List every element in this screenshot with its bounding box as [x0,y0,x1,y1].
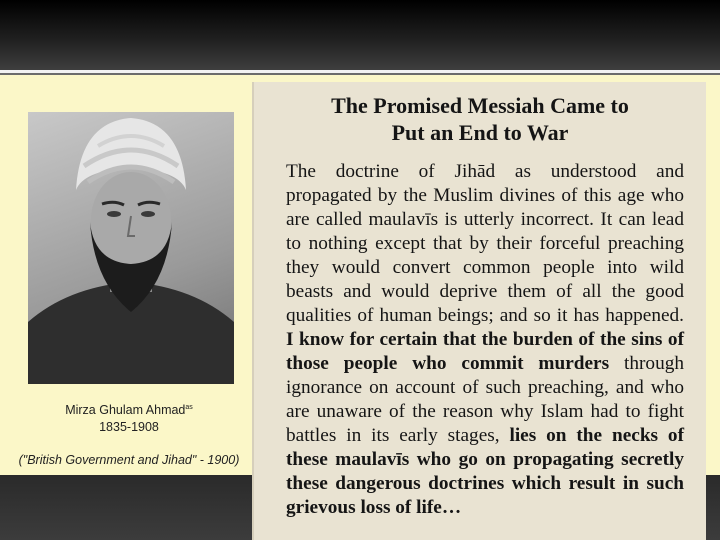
quote-title: The Promised Messiah Came to Put an End to War [331,93,629,145]
top-header-bar [0,0,720,70]
portrait-photo [28,112,234,384]
portrait-caption-name: Mirza Ghulam Ahmad$^{as}$ [65,403,193,417]
portrait-caption-years: 1835-1908 [99,420,159,434]
quote-body: The doctrine of Jihād as understood and propagated by the Muslim divines of this age who are called maulavīs is utterly incorrect. It can lead to nothing except that by their forceful preaching they would convert common people into wild beasts and would deprive them of all the good qualities of human beings; and so it has happened. I know for certain that the burden of the sins of those people who commit murders through ignorance on account of such preaching, and who are unaware of the reason why Islam had to fight battles in its early stages, lies on the necks of these maulavīs who go on propagating secretly these dangerous doctrines which result in such grievous loss of life… [286,161,684,518]
portrait-caption-source: ("British Government and Jihad" - 1900) [18,453,240,467]
quote-book-page [252,82,706,540]
